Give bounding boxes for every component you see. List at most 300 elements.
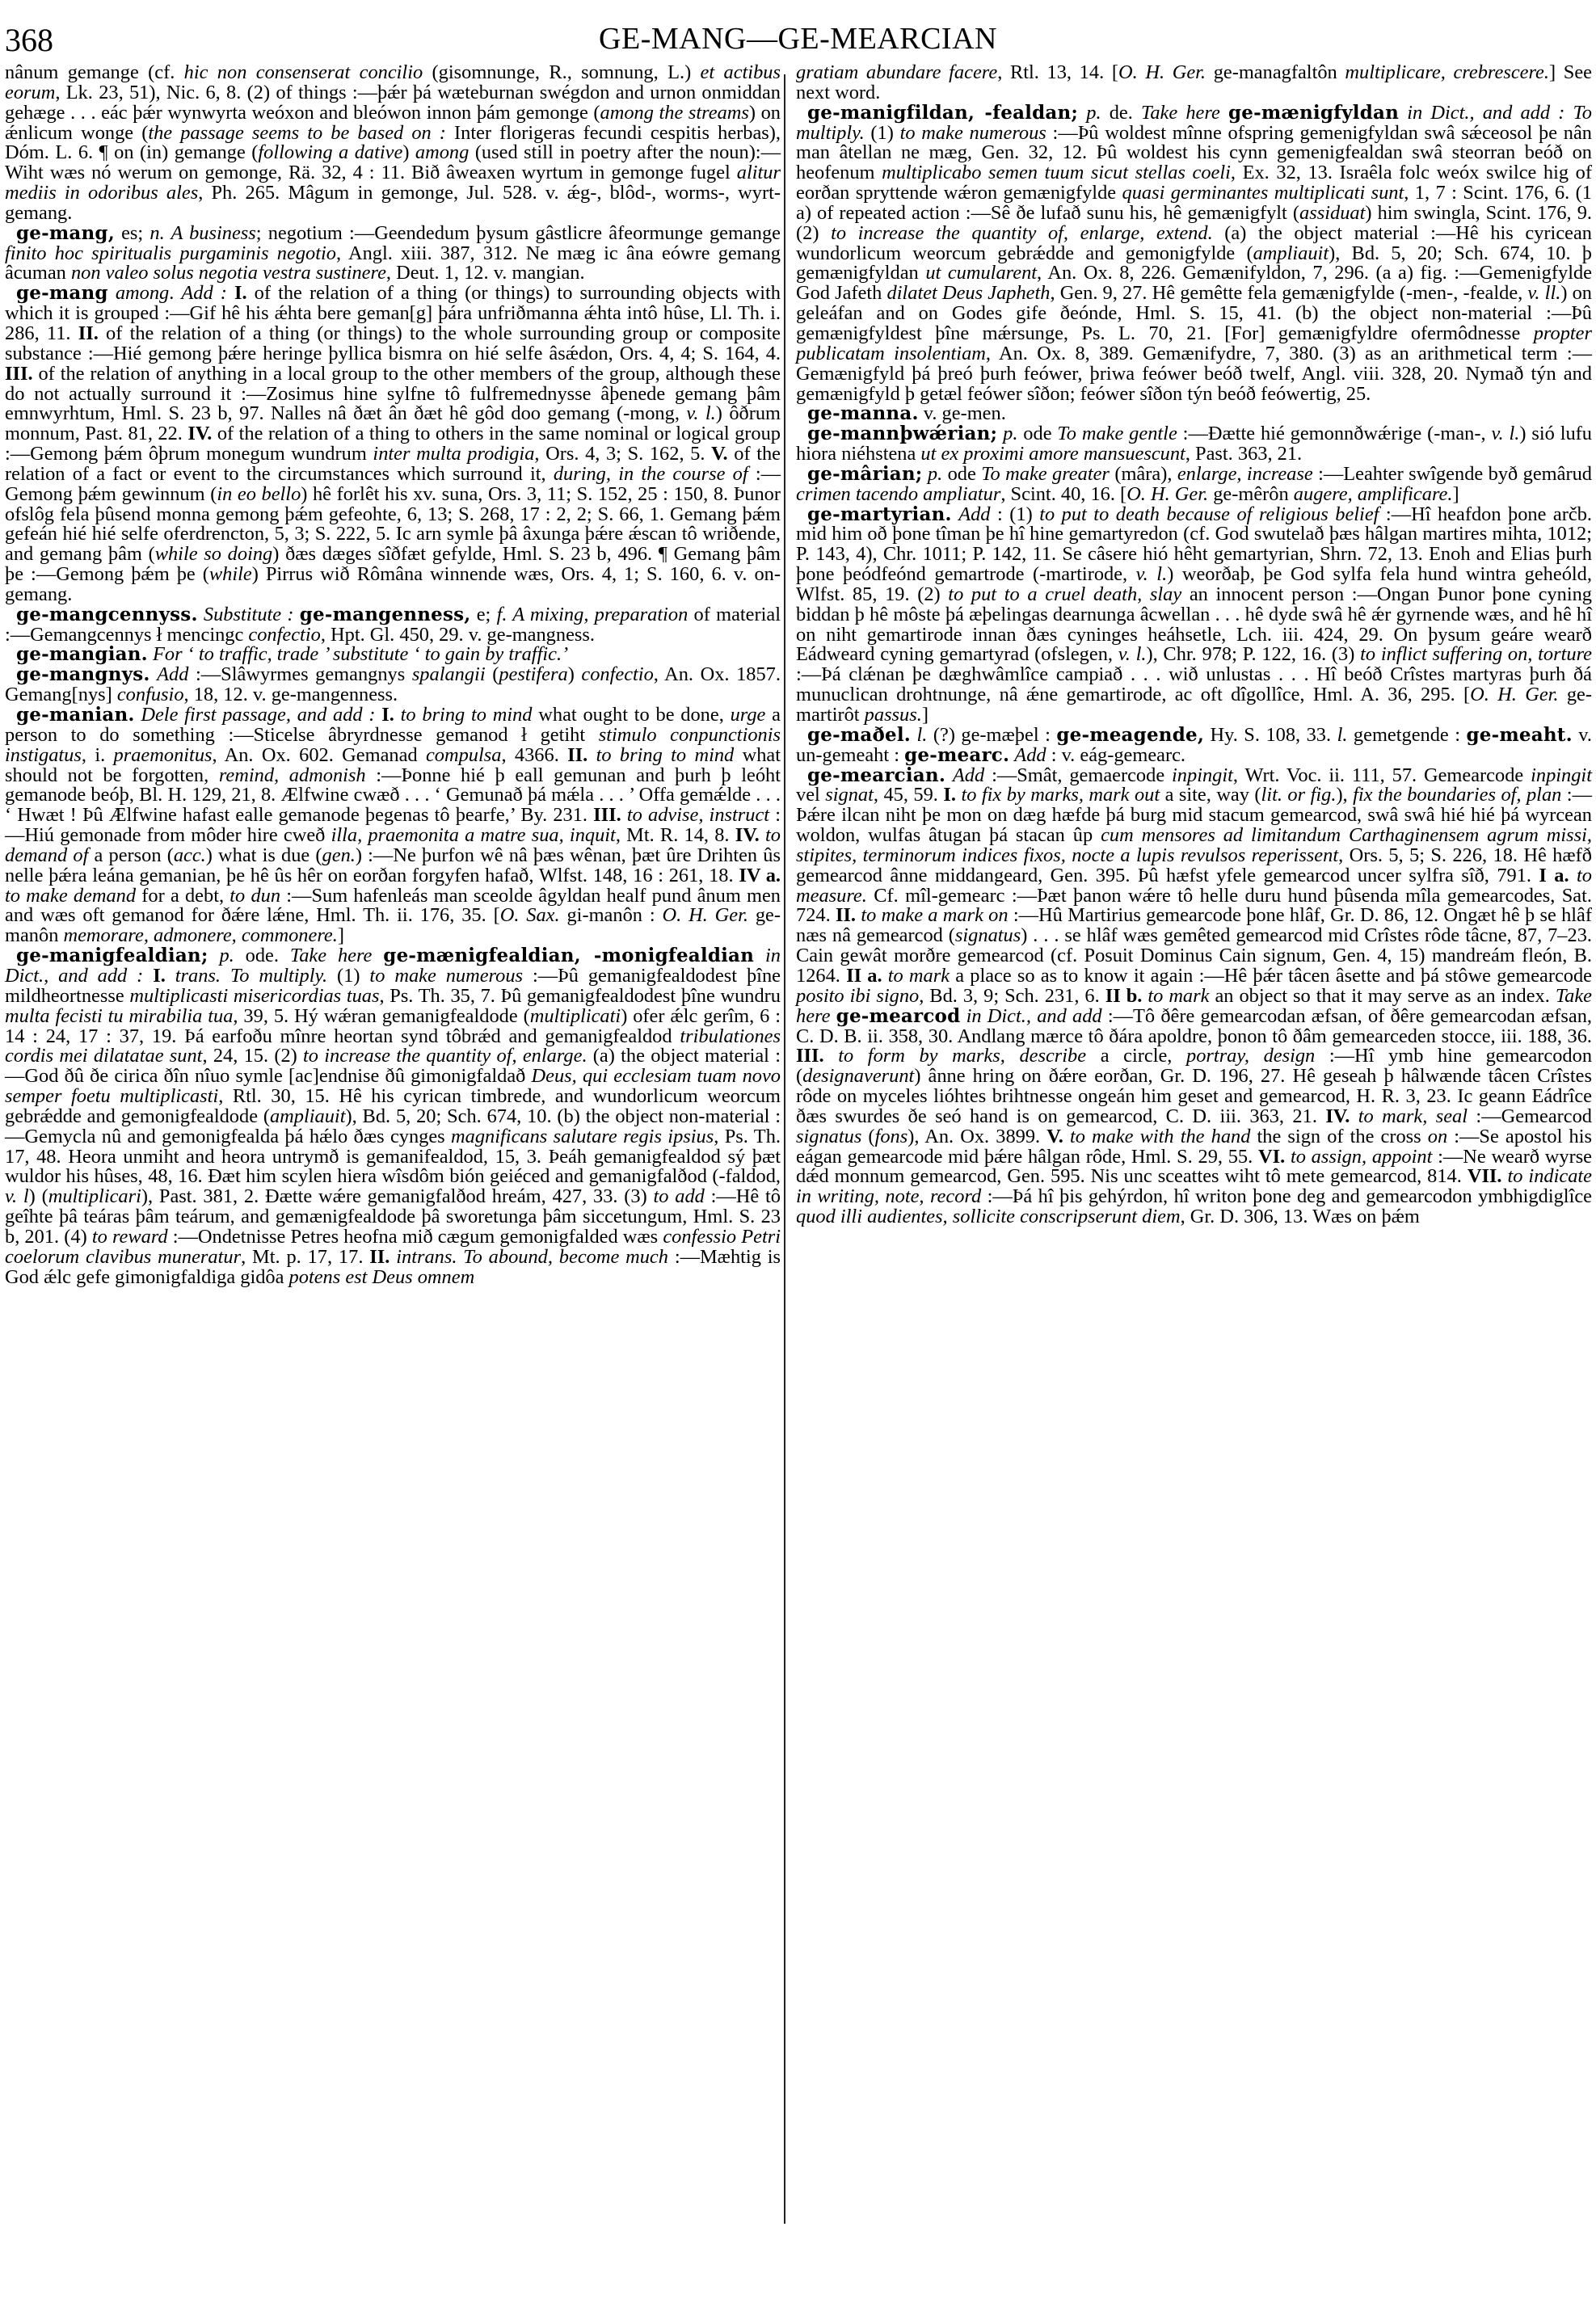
- italic-gloss: v. l.: [1118, 643, 1147, 666]
- entry-text: , An. Ox. 602. Gemanad: [212, 743, 426, 766]
- italic-gloss: signat: [825, 784, 874, 806]
- entry-text: :—Slâwyrmes gemangnys: [188, 663, 412, 686]
- entry-text: , Ph. 265. Mâgum in gemonge, Jul. 528. v. ǽg-, blôd-, worms-, wyrt-gemang.: [5, 182, 781, 224]
- entry-text: , Mt. p. 17, 17.: [241, 1245, 370, 1268]
- entry-text: [960, 1005, 966, 1027]
- entry-text: :—Gemong þǽm gewinnum (: [5, 462, 781, 505]
- italic-gloss: to put to death because of religious belief: [1039, 503, 1379, 525]
- italic-gloss: signatus: [796, 1125, 862, 1147]
- entry-text: : v. eág-gemearc.: [1046, 743, 1186, 766]
- entry-text: [911, 724, 916, 746]
- italic-gloss: among: [415, 141, 470, 164]
- italic-gloss: p.: [927, 462, 943, 485]
- italic-gloss: to mark, seal: [1358, 1105, 1468, 1127]
- entry-text: , Gr. D. 306, 13. Wæs on þǽm: [1180, 1206, 1420, 1228]
- italic-gloss: Add :: [181, 282, 227, 305]
- entry-text: gi-manôn :: [559, 904, 663, 927]
- entry-text: , Scint. 40, 16. [: [1000, 482, 1127, 505]
- italic-gloss: v. l.: [1135, 563, 1168, 586]
- entry-text: ; negotium :—Geendedum þysum gâstlicre âfeormunge gemange: [255, 221, 781, 244]
- entry-text: of the relation of a thing (or things) to the whole surrounding group or composite substance :—Hié gemong þǽre heringe þyllica bismra on hié selfe âsǽdon, Ors. 4, 4; S. 164, 4.: [5, 322, 781, 364]
- entry-text: [293, 604, 299, 625]
- headword: ge-mang: [16, 282, 108, 305]
- entry-text: ), An. Ox. 3899.: [907, 1125, 1047, 1147]
- entry-text: , i.: [81, 743, 114, 766]
- sense-number: II.: [369, 1245, 390, 1268]
- headword: ge-mangnys.: [16, 663, 150, 686]
- italic-gloss: confectio: [248, 623, 321, 646]
- headword: ge-mearcod: [836, 1004, 961, 1027]
- entry-text: (: [861, 1125, 875, 1147]
- italic-gloss: while so doing: [154, 543, 273, 566]
- italic-gloss: to make numerous: [899, 121, 1046, 144]
- entry-text: of material :—Gemangcennys ł mencingc: [5, 603, 781, 646]
- italic-gloss: n. A business: [149, 221, 256, 244]
- column-divider: [784, 74, 785, 2224]
- italic-gloss: multiplicati: [529, 1004, 621, 1027]
- entry-text: , 24, 15. (2): [202, 1045, 304, 1067]
- italic-gloss: to assign, appoint: [1290, 1145, 1433, 1168]
- italic-gloss: to put to a cruel death, slay: [948, 583, 1182, 605]
- entry-text: :—Hî ymb hine gemearcodon (: [796, 1045, 1593, 1088]
- italic-gloss: while: [208, 563, 252, 586]
- italic-gloss: non valeo solus negotia vestra sustinere: [70, 262, 386, 284]
- italic-gloss: the passage seems to be based on :: [148, 121, 446, 144]
- entry-text: ] See next word.: [796, 61, 1592, 103]
- italic-gloss: O. H. Ger.: [662, 904, 748, 927]
- italic-gloss: Dele first passage, and add :: [141, 704, 376, 726]
- entry-text: an object so that it may serve as an index.: [1209, 984, 1556, 1007]
- entry-text: :—Þû woldest mînne ofspring gemenigfyldan swâ sǽceosol þe nân man âtellan ne mæg, Gen. 32, 12. Þû woldest his cynn gemenigfealdan swâ steorran beóð on heofenum: [796, 121, 1592, 184]
- italic-gloss: urge: [730, 704, 766, 726]
- italic-gloss: to make a mark on: [861, 904, 1009, 927]
- italic-gloss: hic non consenserat concilio: [183, 61, 423, 83]
- sense-number: II.: [835, 904, 857, 927]
- italic-gloss: Take here: [1141, 101, 1220, 124]
- italic-gloss: on: [1427, 1125, 1448, 1147]
- italic-gloss: O. Sax.: [499, 904, 560, 927]
- italic-gloss: p.: [1086, 101, 1101, 124]
- italic-gloss: et actibus eorum: [5, 61, 781, 103]
- entry-text: (?) ge-mæþel :: [927, 723, 1057, 746]
- italic-gloss: multiplicare, crebrescere.: [1345, 61, 1549, 83]
- entry-text: :—Smât, gemaercode: [984, 764, 1173, 786]
- entry-text: [824, 1045, 839, 1067]
- entry-text: ]: [921, 704, 929, 726]
- entry-text: , Past. 363, 21.: [1185, 443, 1303, 465]
- italic-gloss: gratiam abundare facere: [796, 61, 998, 83]
- italic-gloss: to advise, instruct: [626, 804, 770, 827]
- sense-number: III.: [5, 362, 33, 385]
- left-column: [5, 63, 781, 1287]
- sense-number: I a.: [1539, 864, 1569, 886]
- dictionary-entry: [5, 665, 781, 705]
- italic-gloss: to dun: [230, 884, 281, 907]
- running-title: GE-MANG—GE-MEARCIAN: [599, 22, 997, 56]
- headword: ge-meaht.: [1466, 723, 1573, 746]
- entry-text: [227, 282, 234, 304]
- sense-number: I.: [234, 282, 247, 305]
- entry-text: ) weorðaþ, þe God sylfa fela hund wintra geheóld, Wlfst. 85, 19. (2): [796, 563, 1592, 605]
- italic-gloss: among: [115, 282, 170, 305]
- entry-text: [372, 945, 383, 966]
- italic-gloss: cum mensores ad limitandum Carthaginensem agrum missi, stipites, terminorum indices fixos, nocte a lupis revulsos reperissent: [796, 824, 1593, 866]
- italic-gloss: trans. To multiply.: [175, 964, 328, 987]
- headword: ge-mannþwǽrian;: [807, 423, 998, 445]
- entry-text: , Ex. 32, 13. Israêla folc weóx swilce hig of eorðan spryttende wǽron gemænigfylde: [796, 162, 1593, 204]
- headword: ge-martyrian.: [807, 503, 952, 525]
- italic-gloss: multiplicasti misericordias tuas: [129, 984, 380, 1007]
- right-column: [796, 63, 1592, 1227]
- entry-text: [143, 965, 153, 987]
- entry-text: ) sió lufu hiora niéhstena: [796, 423, 1592, 465]
- entry-text: for a debt,: [136, 884, 230, 907]
- entry-text: , Angl. xiii. 387, 312. Ne mæg ic âna eówre gemang âcuman: [5, 242, 781, 284]
- entry-text: Cf. mîl-gemearc :—Þæt þanon wǽre tô helle duru hund þûsenda mîla gemearcodes, Sat. 724.: [796, 884, 1592, 927]
- entry-text: ) . . . se hlâf wæs gemêted gemearcod mid Crîstes rôde tâcne, 87, 7–23. Cain gewât morðre gemearcod (cf. Posuit Dominus Cain signum, Gen. 4, 15) mandreám fleón, B. 1264.: [796, 924, 1592, 987]
- italic-gloss: Deus, qui ecclesiam tuam novo semper foetu multiplicasti: [5, 1065, 781, 1108]
- headword: ge-mænigfealdian, -monigfealdian: [383, 945, 755, 967]
- entry-text: [150, 663, 158, 685]
- entry-text: :—Þá hî þis gehýrdon, hî writon þone deg and gemearcodon ymbhigdiglîce: [981, 1185, 1593, 1208]
- entry-text: , Mt. R. 14, 8.: [615, 824, 735, 847]
- italic-gloss: multa fecisti tu mirabilia tua: [5, 1004, 234, 1027]
- entry-text: ode: [942, 462, 982, 485]
- italic-gloss: fix the boundaries of, plan: [1353, 784, 1562, 806]
- italic-gloss: assiduat: [1299, 201, 1366, 224]
- entry-text: ) Pirrus wið Rômâna winnende wæs, Ors. 4, 1; S. 160, 6. v. on-gemang.: [5, 563, 781, 605]
- entry-text: , 1, 7 : Scint. 176, 6. (1 a) of repeated action :—Sê ðe lufað sunu his, hê gemænigfylt (: [796, 182, 1592, 224]
- italic-gloss: v. l: [5, 1185, 29, 1208]
- entry-text: [830, 1005, 836, 1027]
- italic-gloss: to indicate in writing, note, record: [796, 1165, 1592, 1208]
- entry-text: [1285, 1146, 1291, 1168]
- entry-text: .: [169, 282, 182, 305]
- dictionary-entry: [5, 705, 781, 946]
- italic-gloss: ampliauit: [1253, 242, 1329, 264]
- entry-text: [1502, 1165, 1508, 1187]
- italic-gloss: in Dict., and add : To multiply.: [796, 101, 1592, 144]
- italic-gloss: compulsa: [425, 743, 502, 766]
- sense-number: IV a.: [739, 864, 781, 886]
- entry-text: :—Hê tô geîhte þâ teáras þâm teárum, and gemænigfealdode þâ sworetunga þâm siccetungum, Hml. S. 23 b, 201. (4): [5, 1185, 781, 1248]
- entry-text: , Ps. Th. 17, 48. Heora unmiht and heora untrymð is gemanifealdod, 15, 3. Þeáh gemanigfealdod sý þæt wuldor his hûses, 48, 16. Ðæt him scylen hiera wîsdôm bión geiéced and gemanigfalðod (-faldod,: [5, 1125, 781, 1188]
- entry-text: [945, 764, 953, 786]
- italic-gloss: to mark: [1148, 984, 1210, 1007]
- dictionary-entry: [796, 723, 1592, 766]
- italic-gloss: to bring to mind: [596, 743, 735, 766]
- headword: ge-mænigfyldan: [1228, 101, 1400, 124]
- headword: ge-mang,: [16, 221, 115, 244]
- sense-number: V.: [711, 443, 728, 465]
- entry-text: (gisomnunge, R., somnung, L.): [423, 61, 701, 83]
- italic-gloss: O. H. Ger.: [1470, 684, 1559, 706]
- italic-gloss: confectio: [581, 663, 654, 686]
- entry-text: the sign of the cross: [1250, 1125, 1428, 1147]
- entry-text: ) ôðrum monnum, Past. 81, 22.: [5, 402, 781, 445]
- entry-text: ) him swingla, Scint. 176, 9. (2): [796, 201, 1592, 244]
- italic-gloss: among the streams: [600, 101, 749, 124]
- italic-gloss: portray, design: [1186, 1045, 1316, 1067]
- entry-text: ) ofer ǽlc gerîm, 6 : 14 : 24, 17 : 37, 19. Þá earfoðu mînre heortan synd tôbrǽd and gemanigfealdod: [5, 1004, 781, 1047]
- italic-gloss: to inflict suffering on, torture: [1360, 643, 1592, 666]
- entry-text: (a) the object material :—Hê his cyricean wundorlicum weorcum gebrǽdde and gemonigfylde (: [796, 221, 1592, 264]
- entry-text: [882, 965, 888, 987]
- italic-gloss: f. A mixing, preparation: [496, 603, 689, 625]
- entry-text: [587, 744, 596, 766]
- italic-gloss: intrans. To abound, become much: [396, 1245, 668, 1268]
- entry-text: [1220, 102, 1228, 124]
- entry-text: ) what is due (: [205, 844, 322, 866]
- entry-text: [208, 945, 220, 966]
- entry-text: [760, 824, 765, 846]
- entry-text: :—Hî heafdon þone arčb. mid him oð þone tîman þe hî hine gemartyredon (cf. God swutelað þæs hâlgan martires mihta, 1012; P. 143, 4), Chr. 1011; P. 142, 11. Se câsere hió hêht gemartyrian, Shrn. 72, 13. Enoh and Elias þurh þone þeódfeónd gemartrode (-martirode,: [796, 503, 1592, 586]
- entry-text: ), Bd. 5, 20; Sch. 674, 10. (b) the object non-material :—Gemycla nû and gemonigfealda þá hǽlo ðæs cynges: [5, 1105, 781, 1147]
- entry-text: : (1): [990, 503, 1040, 525]
- italic-gloss: dilatet Deus Japheth: [886, 282, 1051, 305]
- entry-text: an innocent person :—Ongan Þunor þone cyning biddan þ hê môste þá æþelingas dearnunga âcwellan . . . hê dyde swâ hê ǽr gyrnende wæs, and hê hî on niht gemartirode innan ðæs cyninges heáhsetle, Lch. iii. 424, 29. On þysum geáre wearð Eádweard cyning gemartyrad (ofslegen,: [796, 583, 1592, 666]
- italic-gloss: stimulo conpunctionis instigatus: [5, 723, 781, 766]
- entry-text: Hy. S. 108, 33.: [1204, 723, 1337, 746]
- italic-gloss: Take here: [289, 945, 373, 967]
- italic-gloss: signatus: [954, 924, 1021, 947]
- entry-text: , 39, 5. Hý wǽran gemanigfealdode (: [233, 1004, 530, 1027]
- entry-text: ) ðæs dæges sîðfæt gefylde, Hml. S. 23 b, 496. ¶ Gemang þâm þe :—Gemong þǽm þe (: [5, 543, 781, 586]
- italic-gloss: ut cumularent: [925, 262, 1038, 284]
- italic-gloss: For ‘ to traffic, trade ’ substitute ‘ to gain by traffic.’: [152, 643, 569, 666]
- italic-gloss: enlarge, increase: [1177, 462, 1313, 485]
- italic-gloss: during, in the course of: [553, 462, 748, 485]
- entry-text: a place so as to know it again :—Hê þǽr tâcen âsette and þá stôwe gemearcode: [950, 964, 1593, 987]
- entry-text: , An. Ox. 8, 389. Gemænifydre, 7, 380. (3) as an arithmetical term :—Gemænigfyld þá þreó þurh feówer, þriwa feówer beóð twelf, Angl. viii. 328, 20. Nymað týn and gemænigfyld þ getæl feówer sîðon; feówer sîðon týn beóð feówertig, 25.: [796, 342, 1592, 405]
- italic-gloss: p.: [219, 945, 234, 967]
- sense-number: IV.: [1325, 1105, 1350, 1127]
- entry-text: :—Tô ðêre gemearcodan æfsan, of ðêre gemearcodan æfsan, C. D. B. ii. 358, 30. Andlang mærce tô ðára apoldre, þonon tô ðâm gemearceden stocce, iii. 188, 36.: [796, 1004, 1592, 1047]
- italic-gloss: To make greater: [981, 462, 1110, 485]
- entry-text: ode.: [234, 945, 290, 967]
- italic-gloss: l.: [1337, 723, 1348, 746]
- entry-text: of the relation of a thing (or things) to surrounding objects with which it is grouped :—Gif hê his ǽhta bere geman[g] þára unfriðmanna ǽhta intô hûse, Ll. Th. i. 286, 11.: [5, 282, 781, 344]
- entry-text: v. ge-men.: [918, 402, 1006, 425]
- entry-text: :—Þû gemanigfealdodest þîne mildheortnesse: [5, 964, 781, 1007]
- italic-gloss: to reward: [91, 1225, 168, 1248]
- page-number: 368: [5, 22, 53, 58]
- dictionary-entry: [796, 63, 1592, 103]
- italic-gloss: v. l.: [686, 402, 716, 425]
- entry-text: ge-martirôt: [796, 684, 1592, 726]
- entry-text: ) ânne hring on ðǽre eorðan, Gr. D. 196, 27. Hê geseah þ hâlwænde tâcen Crîstes rôde on myceles lióhtes brihtnesse ongeán him geset and gemearcod, H. R. 3, 23. Ic geann Eádrîce ðæs swurdes ðe seó hand is on gemearcod, C. D. iii. 363, 21.: [796, 1065, 1592, 1127]
- sense-number: II.: [78, 322, 99, 344]
- headword: ge-mearcian.: [807, 764, 946, 786]
- entry-text: :—Þá clǽnan þe dæghwâmlîce campiað . . . wið unlustas . . . Hî beóð Crîstes martyras þurh ðá munuclican drohtnunge, nâ ǽne gemartirode, ac oft dîgollîce, Hml. A. 36, 295. [: [796, 663, 1592, 706]
- italic-gloss: Add: [958, 503, 991, 525]
- dictionary-entry: [5, 605, 781, 646]
- italic-gloss: to increase the quantity of, enlarge, extend.: [831, 221, 1213, 244]
- italic-gloss: Add: [1014, 743, 1046, 766]
- running-head: [0, 10, 1596, 58]
- headword: ge-mangcennyss.: [16, 603, 198, 625]
- entry-text: [621, 804, 627, 826]
- italic-gloss: acc.: [173, 844, 206, 866]
- italic-gloss: in Dict., and add :: [5, 945, 781, 987]
- entry-text: [754, 945, 765, 966]
- italic-gloss: to make demand: [5, 884, 137, 907]
- italic-gloss: gen.: [322, 844, 356, 866]
- entry-text: [952, 503, 959, 525]
- entry-text: :—Leahter swîgende byð gemârud: [1312, 462, 1592, 485]
- entry-text: (: [485, 663, 499, 686]
- italic-gloss: to mark: [887, 964, 950, 987]
- entry-text: vel: [796, 784, 826, 806]
- italic-gloss: to demand of: [5, 824, 781, 866]
- entry-text: [108, 282, 116, 304]
- italic-gloss: tribulationes cordis mei dilatatae sunt: [5, 1025, 781, 1067]
- entry-text: a circle,: [1086, 1045, 1187, 1067]
- italic-gloss: praemonitus: [113, 743, 213, 766]
- entry-text: , Wrt. Voc. ii. 111, 57. Gemearcode: [1232, 764, 1531, 786]
- headword: ge-maðel.: [807, 723, 912, 746]
- sense-number: II b.: [1105, 984, 1143, 1007]
- entry-text: , An. Ox. 1857. Gemang[nys]: [5, 663, 781, 706]
- italic-gloss: p.: [1003, 423, 1018, 445]
- italic-gloss: O. H. Ger.: [1118, 61, 1206, 83]
- entry-text: of the relation of anything in a local group to the other members of the group, although these do not actually surround it :—Zosimus hine sylfne tô fulfremednysse âþenede gemang þâm emnwyrhtum, Hml. S. 23 b, 97. Nalles nâ ðæt ân ðæt hê gôd doo gemang (-mong,: [5, 362, 781, 425]
- italic-gloss: v. l.: [1491, 423, 1520, 445]
- entry-text: [166, 965, 175, 987]
- sense-number: III.: [796, 1045, 824, 1067]
- sense-number: I.: [381, 704, 394, 726]
- entry-text: :—Gemearcod: [1468, 1105, 1592, 1127]
- dictionary-entry: [5, 63, 781, 224]
- sense-number: I.: [943, 784, 956, 806]
- dictionary-entry: [796, 462, 1592, 505]
- entry-text: [1569, 865, 1577, 886]
- italic-gloss: l.: [916, 723, 928, 746]
- italic-gloss: confessio Petri coelorum clavibus muneratur: [5, 1225, 781, 1268]
- italic-gloss: Take here: [796, 984, 1592, 1027]
- italic-gloss: pestifera: [499, 663, 568, 686]
- headword: ge-mârian;: [807, 462, 923, 485]
- entry-text: , Rtl. 30, 15. Hê his cyrican timbrede, and wundorlicum weorcum gebrǽdde and gemonigfealdode (: [5, 1085, 781, 1127]
- italic-gloss: quod illi audientes, sollicite conscripserunt diem: [796, 1206, 1181, 1228]
- entry-text: ) (: [28, 1185, 48, 1208]
- entry-text: ) :—Ne þurfon wê nâ þæs wênan, þæt ûre Drihten ûs nelle þǽra leána gemanian, þe hê ûs hêr on eorðan forgyfen hafað, Wlfst. 148, 16 : 261, 18.: [5, 844, 781, 886]
- italic-gloss: illa, praemonita a matre sua, inquit: [331, 824, 616, 847]
- sense-number: III.: [593, 804, 621, 827]
- entry-text: ) hê forlêt his xv. suna, Ors. 3, 11; S. 152, 25 : 150, 8. Þunor ofslôg fela þûsend monna gemong þǽm gefeohte, 6, 13; S. 268, 17 : 2, 2; S. 66, 1. Gemang þǽm gefeán hié hié selfe oferdrencton, 5, 3; S. 222, 5. Ic arn symle þâ âxunga þǽre ǽscan tô wriðende, and gemang þâm (: [5, 482, 781, 566]
- italic-gloss: O. H. Ger.: [1126, 482, 1209, 505]
- headword: ge-manigfealdian;: [16, 945, 208, 967]
- italic-gloss: Add: [952, 764, 985, 786]
- dictionary-entry: [5, 946, 781, 1287]
- sense-number: IV.: [187, 423, 213, 445]
- italic-gloss: crimen tacendo ampliatur: [796, 482, 1001, 505]
- entry-text: , 4366.: [501, 743, 568, 766]
- italic-gloss: in eo bello: [217, 482, 301, 505]
- entry-text: [1350, 1105, 1358, 1127]
- italic-gloss: quasi germinantes multiplicati sunt: [1122, 182, 1404, 204]
- entry-text: , Ors. 4, 3; S. 162, 5.: [534, 443, 712, 465]
- entry-text: , An. Ox. 8, 226. Gemænifyldon, 7, 296. (a a) fig. :—Gemenigfylde God Jafeth: [796, 262, 1592, 305]
- entry-text: ): [402, 141, 415, 164]
- entry-text: ) on geleáfan and on Godes gife ðeónde, Hml. S. 15, 41. (b) the object non-material :—Þû gemænigfyldest þîne mǽrsunge, Ps. L. 70, 21. [For] gemænigfyldre ofermôdnesse: [796, 282, 1592, 344]
- italic-gloss: to fix by marks, mark out: [961, 784, 1160, 806]
- headword: ge-mangenness,: [299, 603, 471, 625]
- entry-text: Inter florigeras fecundi cespitis herbas), Dóm. L. 6. ¶ on (in) gemange (: [5, 121, 781, 164]
- dictionary-entry: [796, 404, 1592, 424]
- entry-text: ), Bd. 5, 20; Sch. 674, 10. þ gemænigfyldan: [796, 242, 1592, 284]
- entry-text: ]: [337, 924, 344, 947]
- dictionary-entry: [796, 424, 1592, 465]
- italic-gloss: To make gentle: [1057, 423, 1177, 445]
- headword: ge-manna.: [807, 402, 919, 425]
- italic-gloss: memorare, admonere, commonere.: [63, 924, 338, 947]
- entry-text: (mâra),: [1109, 462, 1177, 485]
- headword: ge-mangian.: [16, 643, 148, 666]
- entry-text: :—Ondetnisse Petres heofna mið cægum gemonigfalded wæs: [167, 1225, 663, 1248]
- entry-text: , Ps. Th. 35, 7. Þû gemanigfealdodest þîne wundru: [379, 984, 781, 1007]
- entry-text: :—Ðætte hié gemonnðwǽrige (-man-,: [1177, 423, 1492, 445]
- italic-gloss: posito ibi signo: [796, 984, 920, 1007]
- italic-gloss: v. ll.: [1527, 282, 1561, 305]
- entry-text: [1078, 102, 1086, 124]
- entry-text: :—Ne wearð wyrse dǽd monnum gemearcod, Gen. 595. Nis unc sceattes wiht tô mete gemearcod, 814.: [796, 1145, 1593, 1188]
- entry-text: es;: [114, 221, 150, 244]
- italic-gloss: finito hoc spiritualis purgaminis negotio: [5, 242, 336, 264]
- italic-gloss: propter publicatam insolentiam: [796, 322, 1592, 364]
- italic-gloss: to add: [653, 1185, 705, 1208]
- entry-text: :—Mæhtig is God ǽlc gefe gimonigfaldiga gidôa: [5, 1245, 781, 1288]
- entry-text: , Hpt. Gl. 450, 29. v. ge-mangness.: [320, 623, 595, 646]
- dictionary-entry: [5, 284, 781, 605]
- entry-text: , Deut. 1, 12. v. mangian.: [385, 262, 585, 284]
- italic-gloss: inter multa prodigia: [373, 443, 535, 465]
- entry-text: what ought to be done,: [532, 704, 731, 726]
- entry-text: [1063, 1126, 1070, 1147]
- headword: ge-mearc.: [904, 743, 1010, 766]
- entry-text: ) on ǽnlicum wonge (: [5, 101, 781, 144]
- entry-text: :—Hû Martirius gemearcode þone hlâf, Gr. D. 86, 12. Ongæt hê þ se hlâf næs nâ gemearcod (: [796, 904, 1592, 947]
- entry-text: (used still in poetry after the noun):—Wiht wæs nó werum on gemonge, Rä. 32, 4 : 11. Bið âweaxen wyrtum in gemonge fugel: [5, 141, 781, 184]
- italic-gloss: to measure.: [796, 864, 1592, 907]
- italic-gloss: augere, amplificare.: [1293, 482, 1453, 505]
- sense-number: II.: [567, 743, 588, 766]
- entry-text: de.: [1101, 101, 1142, 124]
- dictionary-entry: [5, 645, 781, 665]
- entry-text: a person (: [88, 844, 174, 866]
- entry-text: gemetgende :: [1347, 723, 1467, 746]
- entry-text: what should not be forgotten,: [5, 743, 781, 786]
- entry-text: ),: [1336, 784, 1354, 806]
- entry-text: v. un-gemeaht :: [796, 723, 1592, 766]
- entry-text: (1): [864, 121, 900, 144]
- italic-gloss: passus.: [864, 704, 922, 726]
- italic-gloss: magnificans salutare regis ipsius: [451, 1125, 714, 1147]
- entry-text: (1): [327, 964, 370, 987]
- entry-text: a site, way (: [1160, 784, 1261, 806]
- italic-gloss: to bring to mind: [400, 704, 533, 726]
- italic-gloss: fons: [874, 1125, 908, 1147]
- italic-gloss: to make with the hand: [1069, 1125, 1251, 1147]
- entry-text: ge-managfaltôn: [1206, 61, 1345, 83]
- dictionary-entry: [796, 103, 1592, 405]
- entry-text: [1399, 102, 1407, 124]
- entry-text: :—Sum hafenleás man sceolde âgyldan healf pund ânum men and wæs oft gemanod for ðǽre lǽne, Hml. Th. ii. 176, 35. [: [5, 884, 781, 927]
- entry-text: ge-manôn: [5, 904, 781, 947]
- entry-text: e;: [470, 603, 497, 625]
- dictionary-entry: [796, 766, 1592, 1227]
- italic-gloss: alitur mediis in odoribus ales: [5, 162, 781, 204]
